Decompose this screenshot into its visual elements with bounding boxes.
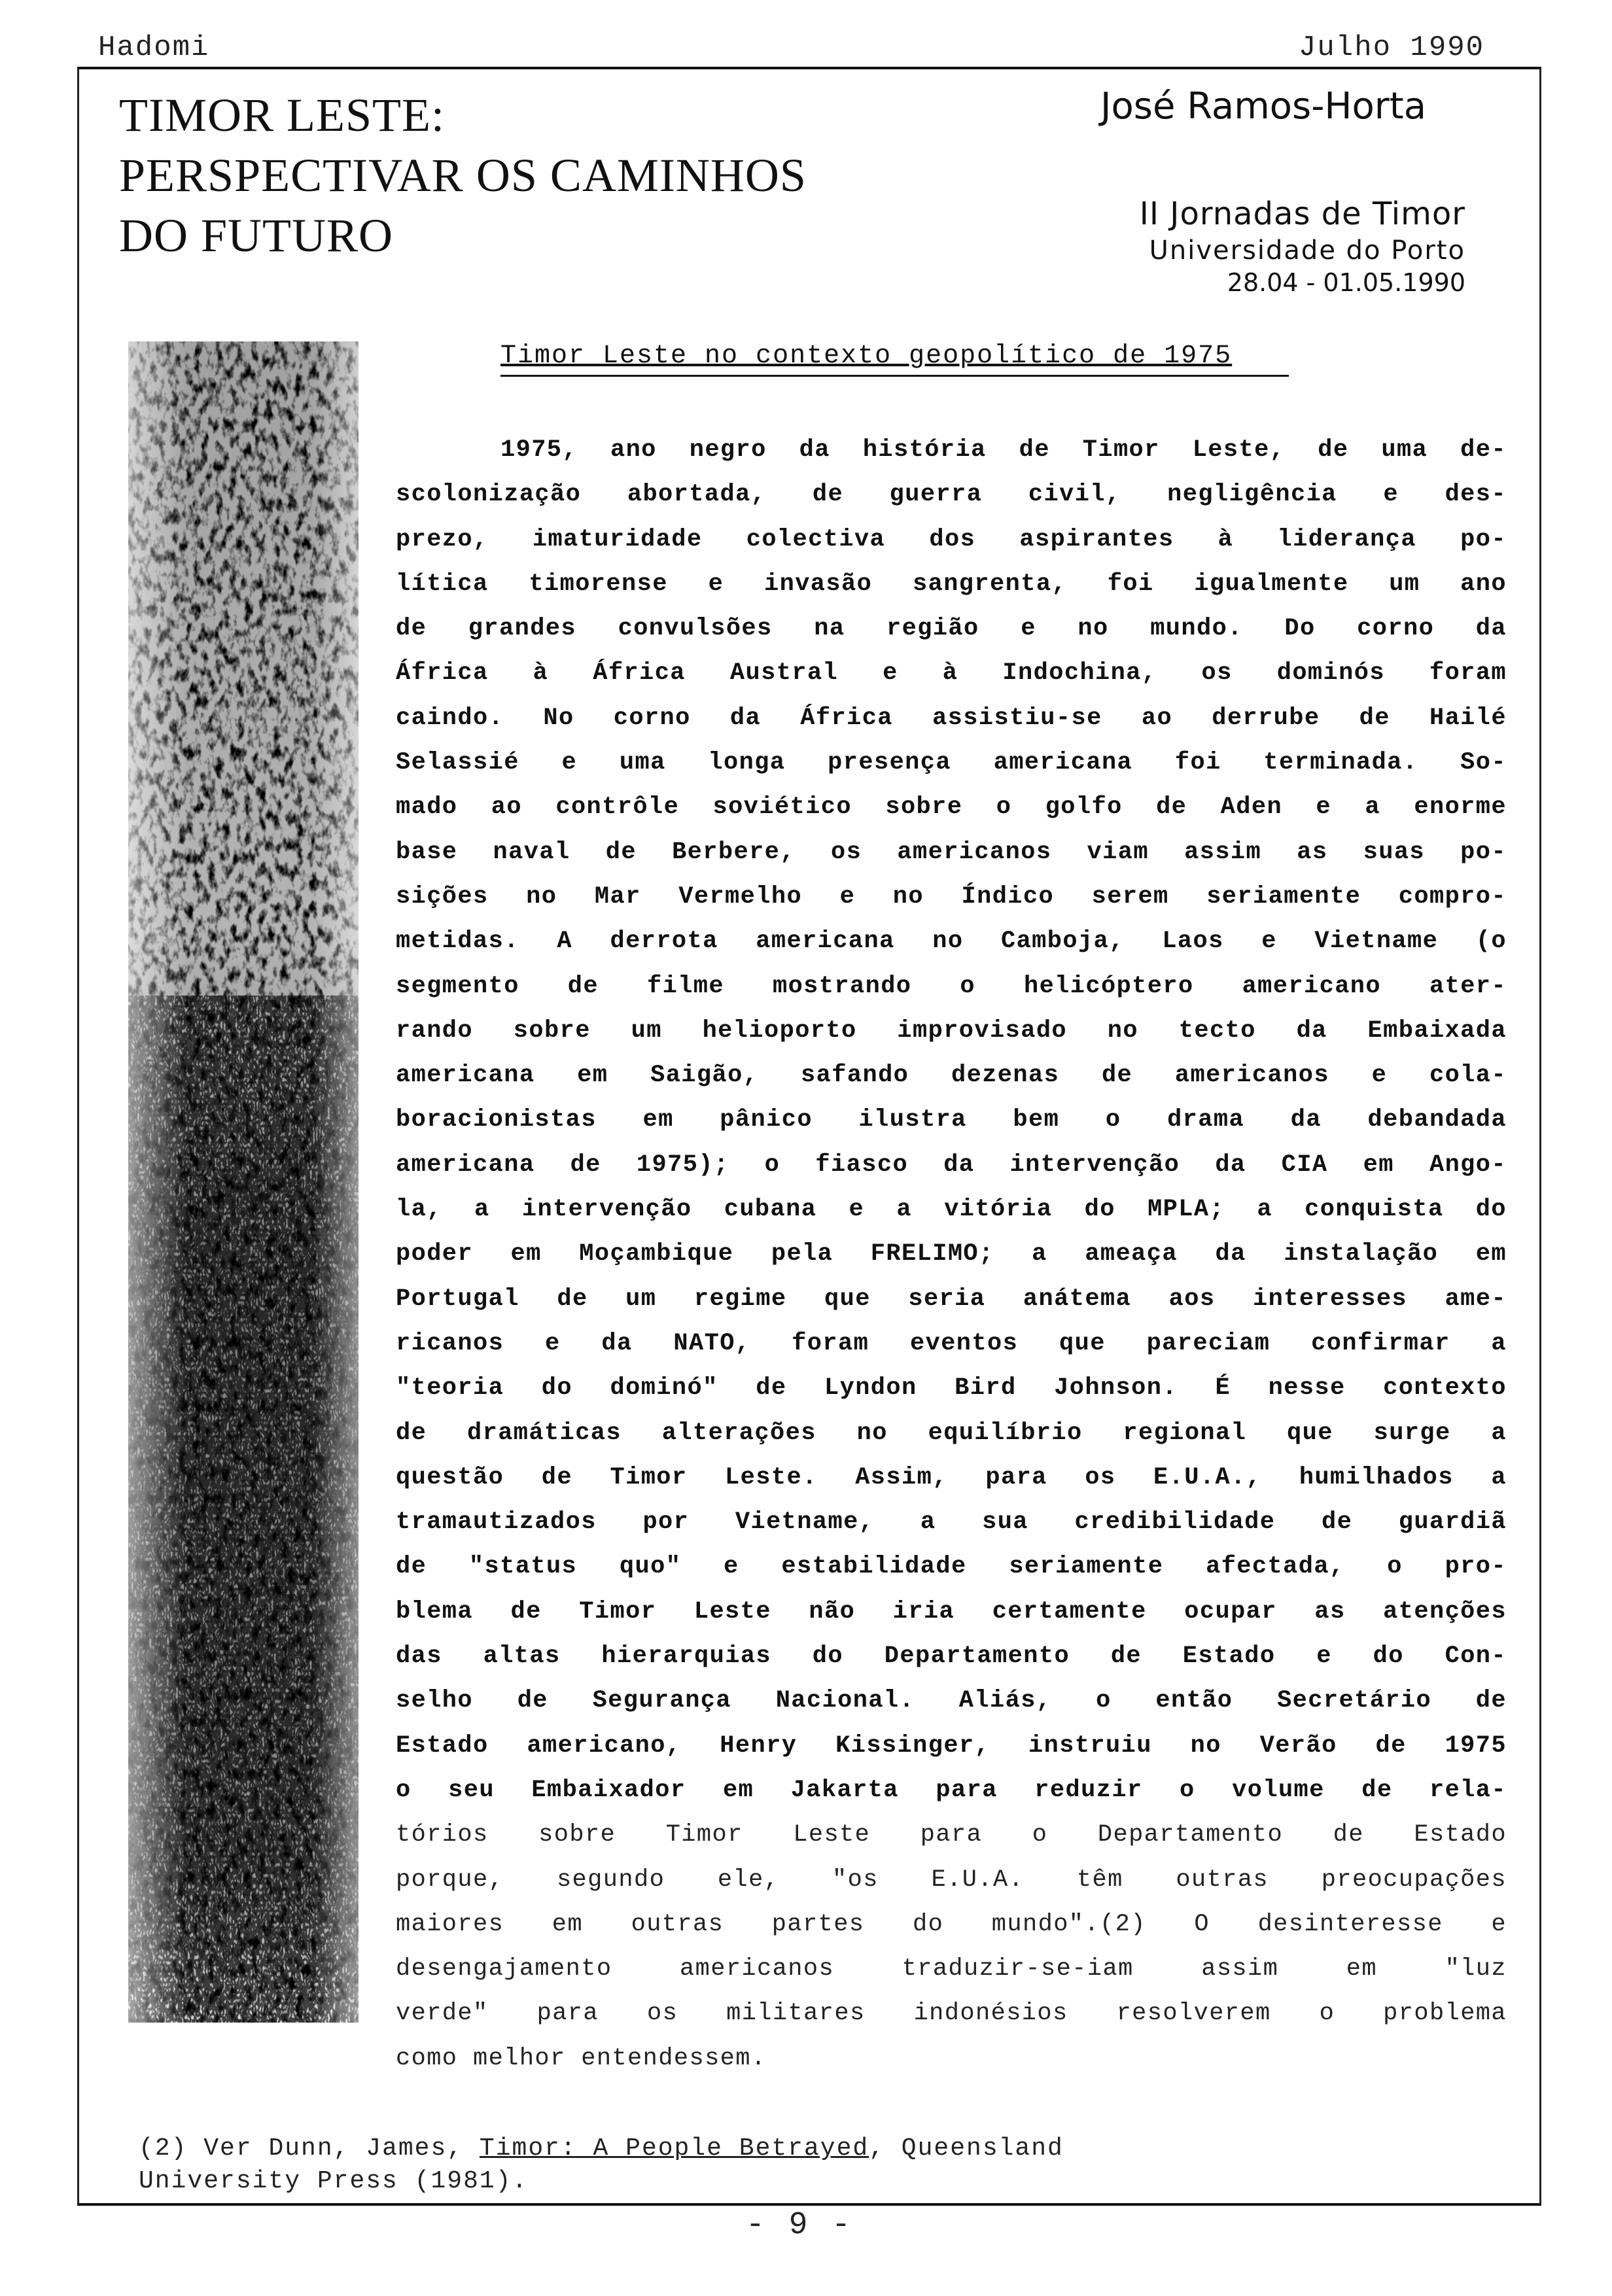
body-line: blema de Timor Leste não iria certamente ocupar as atenções: [396, 1597, 1507, 1626]
body-line: scolonização abortada, de guerra civil, negligência e des-: [396, 481, 1507, 509]
body-line: base naval de Berbere, os americanos viam assim as suas po-: [396, 838, 1507, 866]
body-line: de dramáticas alterações no equilíbrio regional que surge a: [396, 1419, 1507, 1447]
body-line: la, a intervenção cubana e a vitória do MPLA; a conquista do: [396, 1196, 1507, 1224]
body-line: lítica timorense e invasão sangrenta, foi igualmente um ano: [396, 570, 1507, 598]
body-line: americana de 1975); o fiasco da intervenção da CIA em Ango-: [396, 1151, 1507, 1179]
body-line: boracionistas em pânico ilustra bem o drama da debandada: [396, 1106, 1507, 1134]
body-line: maiores em outras partes do mundo".(2) O desinteresse e: [396, 1910, 1507, 1938]
title-line: DO FUTURO: [119, 209, 394, 262]
body-line: verde" para os militares indonésios resolverem o problema: [396, 2000, 1507, 2028]
body-line: caindo. No corno da África assistiu-se ao derrube de Hailé: [396, 704, 1507, 732]
body-line: selho de Segurança Nacional. Aliás, o então Secretário de: [396, 1687, 1507, 1715]
event-place: Universidade do Porto: [1149, 235, 1465, 266]
body-line: 1975, ano negro da história de Timor Leste, de uma de-: [500, 436, 1507, 464]
footnote-line-2: University Press (1981).: [139, 2167, 529, 2195]
body-line: tórios sobre Timor Leste para o Departamento de Estado: [396, 1821, 1507, 1849]
body-line: porque, segundo ele, "os E.U.A. têm outras preocupações: [396, 1866, 1507, 1894]
body-line: das altas hierarquias do Departamento de Estado e do Con-: [396, 1643, 1507, 1671]
section-heading: Timor Leste no contexto geopolítico de 1975: [500, 341, 1289, 377]
footnote-book-title: Timor: A People Betrayed: [479, 2134, 869, 2163]
title-line: TIMOR LESTE:: [119, 89, 445, 141]
body-line: desengajamento americanos traduzir-se-iam assim em "luz: [396, 1955, 1507, 1983]
body-line: África à África Austral e à Indochina, os dominós foram: [396, 659, 1507, 687]
body-line: poder em Moçambique pela FRELIMO; a ameaça da instalação em: [396, 1240, 1507, 1268]
body-line: americana em Saigão, safando dezenas de americanos e cola-: [396, 1062, 1507, 1090]
body-line: tramautizados por Vietname, a sua credibilidade de guardiã: [396, 1508, 1507, 1537]
footnote-marker: (2): [139, 2134, 188, 2163]
event-info: [1099, 194, 1465, 298]
event-name: II Jornadas de Timor: [1139, 196, 1465, 232]
body-line: segmento de filme mostrando o helicóptero americano ater-: [396, 972, 1507, 1000]
body-line: mado ao contrôle soviético sobre o golfo de Aden e a enorme: [396, 793, 1507, 822]
body-line: ricanos e da NATO, foram eventos que pareciam confirmar a: [396, 1329, 1507, 1357]
footnote: [139, 2132, 1251, 2198]
article-photo: [128, 341, 359, 2023]
body-line: rando sobre um helioporto improvisado no tecto da Embaixada: [396, 1017, 1507, 1045]
body-line: sições no Mar Vermelho e no Índico serem seriamente compro-: [396, 882, 1507, 911]
body-line: Estado americano, Henry Kissinger, instruiu no Verão de 1975: [396, 1731, 1507, 1760]
body-line: de grandes convulsões na região e no mundo. Do corno da: [396, 615, 1507, 643]
body-line: Selassié e uma longa presença americana foi terminada. So-: [396, 749, 1507, 777]
footnote-line: [139, 2132, 1251, 2165]
body-line: questão de Timor Leste. Assim, para os E.U.A., humilhados a: [396, 1463, 1507, 1491]
body-line: de "status quo" e estabilidade seriamente afectada, o pro-: [396, 1553, 1507, 1581]
photo-image: [128, 341, 359, 2023]
article-title: [119, 85, 807, 266]
event-dates: 28.04 - 01.05.1990: [1227, 268, 1465, 297]
body-line: prezo, imaturidade colectiva dos aspirantes à liderança po-: [396, 525, 1507, 553]
running-header-right: Julho 1990: [1299, 31, 1485, 64]
body-line: "teoria do dominó" de Lyndon Bird Johnson. É nesse contexto: [396, 1374, 1507, 1402]
page-number: - 9 -: [746, 2208, 854, 2243]
footnote-author: Ver Dunn, James,: [203, 2134, 464, 2163]
article-body: [396, 428, 1507, 2081]
body-line: o seu Embaixador em Jakarta para reduzir o volume de rela-: [396, 1776, 1507, 1804]
running-header-left: Hadomi: [98, 31, 210, 64]
body-line: metidas. A derrota americana no Camboja, Laos e Vietname (o: [396, 928, 1507, 956]
footnote-publisher: , Queensland: [869, 2134, 1064, 2163]
author-name: José Ramos-Horta: [1100, 85, 1427, 128]
body-line: Portugal de um regime que seria anátema aos interesses ame-: [396, 1285, 1507, 1313]
body-line: como melhor entendessem.: [396, 2044, 767, 2072]
title-line: PERSPECTIVAR OS CAMINHOS: [119, 149, 807, 201]
